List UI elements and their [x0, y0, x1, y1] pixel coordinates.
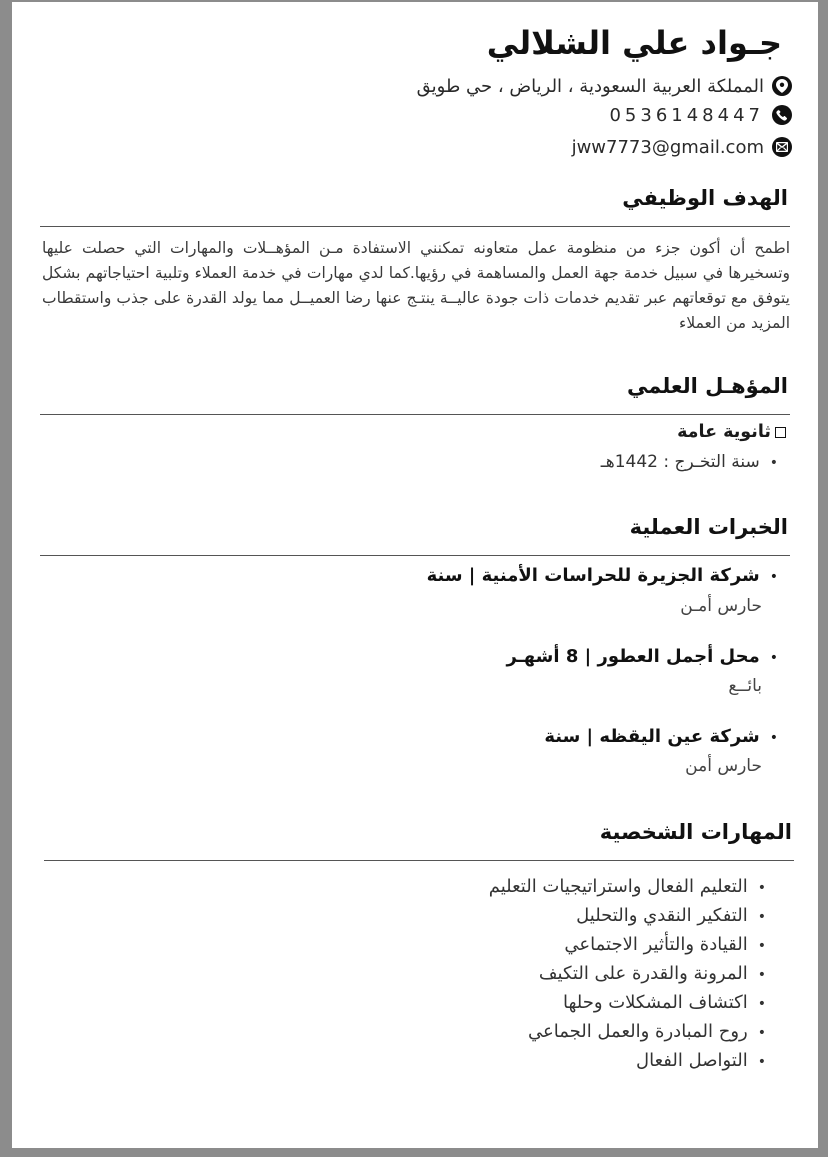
graduation-item	[601, 452, 778, 472]
phone-icon	[772, 105, 792, 125]
skill-item: •التواصل الفعال	[489, 1046, 766, 1075]
square-bullet-icon	[775, 427, 786, 438]
skill-item: •التعليم الفعال واستراتيجيات التعليم	[489, 872, 766, 901]
degree-title: ثانوية عامة	[677, 422, 771, 442]
education-heading: المؤهـل العلمي	[627, 374, 788, 398]
bullet-icon: •	[757, 967, 766, 983]
job-entry	[506, 646, 778, 667]
job-entry	[427, 565, 778, 586]
bullet-icon: •	[757, 1025, 766, 1041]
bullet-icon: •	[757, 880, 766, 896]
objective-divider	[40, 226, 790, 227]
skills-divider	[44, 860, 794, 861]
address-text: المملكة العربية السعودية ، الرياض ، حي طويق	[416, 75, 764, 97]
email-text: jww7773@gmail.com	[571, 136, 764, 158]
bullet-icon: •	[757, 1054, 766, 1070]
bullet-icon: •	[769, 569, 778, 585]
bullet-icon: •	[769, 650, 778, 666]
skill-item: •المرونة والقدرة على التكيف	[489, 959, 766, 988]
skill-item: •روح المبادرة والعمل الجماعي	[489, 1017, 766, 1046]
candidate-name: جـواد علي الشلالي	[486, 24, 782, 62]
contact-email-row	[572, 134, 792, 160]
skills-heading: المهارات الشخصية	[599, 820, 792, 844]
job-role: بائــع	[728, 676, 762, 696]
job-heading: محل أجمل العطور | 8 أشهـر	[506, 646, 760, 667]
experience-divider	[40, 555, 790, 556]
bullet-icon: •	[757, 996, 766, 1012]
skill-item: •التفكير النقدي والتحليل	[489, 901, 766, 930]
job-heading: شركة الجزيرة للحراسات الأمنية | سنة	[426, 565, 760, 586]
contact-phone-row	[609, 102, 792, 128]
experience-heading: الخبرات العملية	[629, 515, 788, 539]
job-heading: شركة عين اليقظه | سنة	[544, 726, 760, 747]
job-role: حارس أمـن	[680, 596, 762, 616]
bullet-icon: •	[757, 909, 766, 925]
education-divider	[40, 414, 790, 415]
contact-address-row	[417, 73, 792, 99]
bullet-icon: •	[757, 938, 766, 954]
skill-item: •القيادة والتأثير الاجتماعي	[489, 930, 766, 959]
graduation-text: سنة التخـرج : 1442هـ	[600, 452, 760, 472]
job-entry	[544, 726, 778, 747]
skills-list	[489, 872, 766, 1075]
envelope-icon	[772, 137, 792, 157]
objective-paragraph: اطمح أن أكون جزء من منظومة عمل متعاونه تمكنني الاستفادة مـن المؤهــلات والمهارات التي حصلت عليها وتسخيرها في سبيل خدمة جهة العمل والمساهمة في رؤيها.كما لدي مهارات في خدمة العملاء وتلبية احتياجاتهم بشكل يتوفق مع توقعاتهم عبر تقديم خدمات ذات جودة عاليــة ينتـج عنها رضا العميــل مما يولد القدرة على جذب واستقطاب المزيد من العملاء	[42, 239, 790, 332]
bullet-icon: •	[769, 730, 778, 746]
resume-page	[12, 2, 818, 1148]
degree-item	[677, 422, 786, 442]
objective-heading: الهدف الوظيفي	[622, 186, 788, 210]
bullet-icon: •	[769, 455, 778, 471]
phone-text: 0536148447	[609, 104, 764, 126]
location-pin-icon	[772, 76, 792, 96]
skill-item: •اكتشاف المشكلات وحلها	[489, 988, 766, 1017]
job-role: حارس أمن	[685, 756, 762, 776]
